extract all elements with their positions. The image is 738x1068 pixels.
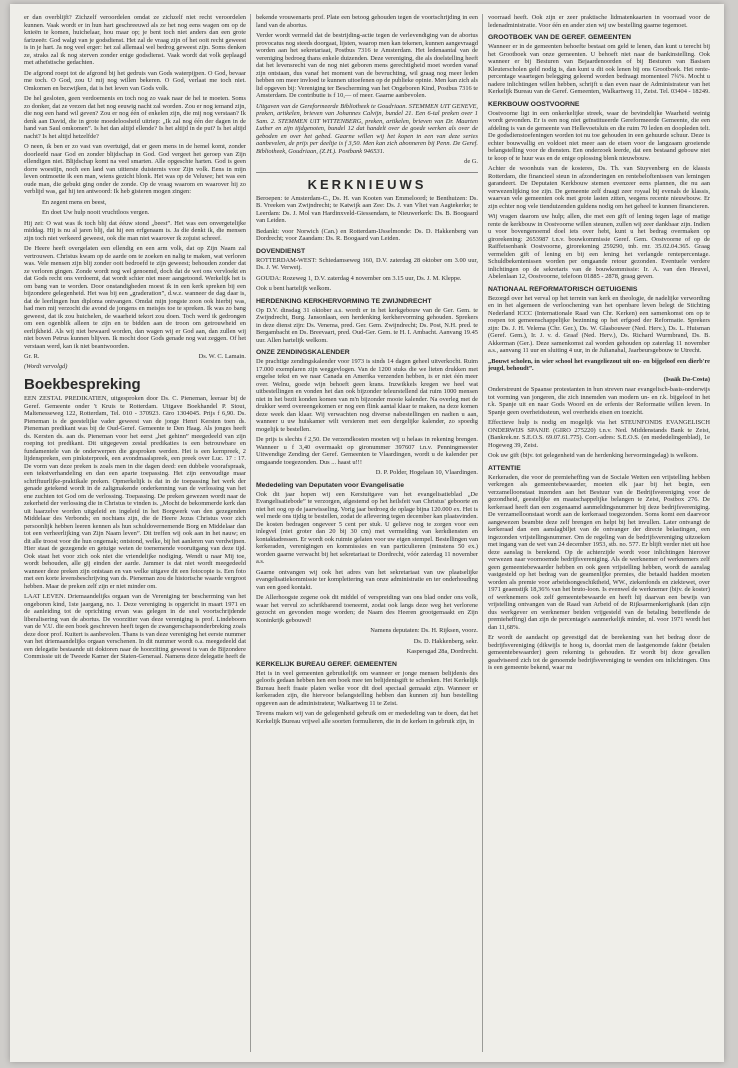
newspaper-page [10,4,724,1062]
signature-row [24,353,246,361]
uitgaven-paragraph: Uitgaven van de Gereformeerde Bibliotheek te Goudriaan. STEMMEN UIT GENEVE, preken, artikelen, brieven van Johannes Calvijn, bundel 21. Een 6-tal preken over 1 Sam. 2. STEMMEN UIT WITTENBERG, preken, artikelen, brieven van Dr. Maarten Luther en zijn tijdgenoten, bundel 12 dat handelt over de goede werken als over de geboden en over het gebed. Gaarne willen wij het kopen in een van deze series aanbevelen, de prijs per deeltje is f 3,50. Men kan zich abonneren bij Penn. De Geref. Bibliotheek, Goudriaan, (Z.H.). Postbank 946531. [256,102,478,155]
section-title-kerknieuws: KERKNIEUWS [256,172,478,192]
column-2 [256,14,478,1052]
review-paragraph: EEN ZESTAL PREDIKATIEN, uitgesproken door Ds. C. Pieneman, leeraar bij de Geref. Gemeente onder 't Kruis te Rotterdam. Uitgave Boekhandel P. Stout, Maltenesseweg 122, Rotterdam, Tel. 010 - 370923. Giro 1304045. Prijs f 6,90. Ds. Pieneman is de geestelijke vader geweest van de jonge Henri Kersten toen ds. Pieneman predikant was bij de Oud-Geref. Gemeente te Den Haag. Als jonges heeft ds. Kersten ds. aan ds. Pieneman voor het eerst „het gehinn” meegedeeld van zijn roeping tot predikant. Dit uitgegeven zestal predikaties is een betrouwbare en fundamentele van de onderwerpen die gesproken werden. Het is een kernpreek, 2 lijdenspreken, een pinksterpreek, een avondmaalspreek, een preek over Luc. 17 : 17. De vorm van deze preken is zoals men in die dagen deed: een dubbele voorafspraak, een tekstverhandeling en dan een aparte toepassing. Het zijn eenvoudige maar schriftuurlijke-praktikale preken. Opmerkelijk is dat in de toepassing het werk der genade getekend wordt in de zaligmakende onderkenning van de verlossing van het ene zuchten tot God om de verlossing. Toepassing. De preken gewezen wordt naar de zekerheid der verlossing die in Christus te vinden is. „Mocht de bekommerde kerk dan uit haarzelve worden uitgeleid en ingeleid in het Borgwerk van den gezegenden Middelaar des Verbonds; en nochtans zijn, die de Heere Jezus Christus voor zich persoonlijk hebben leeren kennen als hun schuldovernemende Borg en Middelaar dan tot een verheerlijking van Zijn Naam leven”. Dit treffen wij ook aan in het nauw; en dit alle troost voor die hun ongemak; ontstond, welke, bij het aanleren van verdwijnen. Hier staat de gezegende en getuige weten de toenemende vooruitgang van deze tijd. Ook staat het voor zich ook niet die vriendelijke nodiging. Wendt u naar Mij toe, wordt behouden, alle gij einden der aarde. Jammer is dat niet wordt meegedeeld wanneer deze preken zijn ontstaan en van welke uitgave dit een fotocopie is. Een foto met een korte levensbeschrijving van ds. Pieneman zou de historische waarde vergroot hebben. Maar de preken zelf zijn er niet minder om. [24,395,246,590]
continued-note: (Wordt vervolgd) [24,362,68,370]
heading-attentie: ATTENTIE [488,464,521,472]
dovendienst-paragraph: Ook u bent hartelijk welkom. [256,285,332,292]
zending-paragraph: De prijs is slechts f 2,50. De verzendkosten moeten wij u helaas in rekening brengen. Wanneer u f 3,40 overmaakt op gironummer 397607 t.n.v. Penningmeester Uitwendige Zending der Geref. Gemeenten te Vlaardingen, wordt u de kalender per omgaande toegezonden. Dus ... haast u!!! [256,436,478,466]
evangelisatie-paragraph: Gaarne ontvangen wij ook het adres van het sekretariaat van uw plaatselijke evangelisatiekommissie ter komplettering van onze administratie en ter onderhouding van een goed kontakt. [256,568,478,591]
uitgaven-signature: de G. [464,158,478,165]
signature-left: Gr. R. [24,353,40,360]
evangelisatie-signature: Namens deputaten: Ds. H. Rijksen, voorz. [370,627,478,634]
dovendienst-paragraph: GOUDA: Rozeweg 1, D.V. zaterdag 4 november om 3.15 uur, Ds. J. M. Kleppe. [256,274,462,282]
spanje-paragraph: Onderstreunt de Spaanse protestanten in hun streven naar evangelisch-basis-onderwijs tot vorming van jongeren, die zich innemden van modern un- en r.k. bijgeloof in het r.k. Spanje uit en naar Gods Woord en de erfenis der Reformatie willen leven. In Spanje geen overheidssteun, wel overheids eisen en toezicht. [488,386,710,416]
attentie-paragraph: Kerkeraden, die voor de premieheffing van de Sociale Wetten een vrijstelling hebben verkregen als gemeentebewaarder, moeten elk jaar bij het begin, een verzamelloonstaat inzenden aan het Bestuur van de Bedrijfsvereniging voor de gezondheid, geestelijke en maatschappelijke belangen te Zeist, Postbox 276. De kerkeraad heeft dan een zogenaamd aanmeldingsnummer bij deze bedrijfsvereniging. De verzamelloonstaat wordt aan de kerkeraad toegezonden. Soms komt een daarvoor aangewezen beambte deze zelf brengen en helpt bij het invullen. Later ontvangt de kerkeraad dan een aanslagbiljet van de ontvanger der directe belastingen, een ingezonden vrijstellingsnummer. Om de regeling van de bedrijfsvereniging uitzoeken met ingang van de wet van 24 december 1953, stb. no. 577. Er blijft verder niet uit hoe deze aanslag is berekend. Op de achterzijde wordt voor inlichtingen hierover verwezen naar voornoemde bedrijfsvereniging. Als de werknemer of werknemers zelf geen gemeentebewaarder hebben en ook geen vrijstelling hebben, wordt de aanslag vastgesteld op het bedrag van de geamenlijke premies, die betaald hadden moeten worden als premie voor arbeidsongeschiktheid, WW., ziekenfonds en ziektewet, over 1971 geaenstijk 18,36% van het bruto-loon. Is evenwel de werknemer (bijv. de koster) of werknemers ook zelf gemeentebewaarde en heeft hij daarvan een bewijs van vrijstelling ontvangen van de Raad van Arbeid of de Rijksarmenkerigbank (dan zijn dus werkgever en werknemer beiden vrijgesteld van de betaling betreffende de premieheffing) dan zijn de percentage's aanmerkelijk minder, nl. voor 1971 wordt het dan 11,68%. [488,473,710,631]
attentie-paragraph: Er wordt de aandacht op gevestigd dat de berekening van het bedrag door de bedrijfsvereniging (dikwijls te hoog is, doordat men de lastgenomde fakinr (betalen gemeentebewaarder) geen rekening is gehouden. Er wordt bij deze gevallen geadviseerd zich tot de genoemde bedrijfsvereniging te wenden om inlichtingen. Ons is een gemeente bekend, waar nu [488,634,710,671]
heading-kerkelijk-bureau: KERKELIJK BUREAU GEREF. GEMEENTEN [256,660,397,668]
poem-line: En doet Uw hulp nooit vruchtloos vergen. [42,209,150,216]
article-paragraph: er dan overblijft? Zichzelf veroordelen omdat ze zichzelf niet recht veroordelen kunnen. Vaak wordt er in hun hart geschreeuwd als ze het nog eens wagen om op de knieën te komen, huichelaar, hou maar op; je bent toch niet anders dan een grote farizeeër. God walgt van je godsdienst. Het zal de vraag zijn of het ooit recht geweest is in je hart. Ja nog veel erger: het zal allemaal wel bedrog geweest zijn. Soms denken ze, straks zal ik nog sterven zonder enige godsdienst. Vaak wordt dat volk geplaagd met atheïstische gedachten. [24,14,246,66]
article-paragraph: bekende vrouwenarts prof. Plate een betoog gehouden tegen de voortschrijding in een land van de abortus. [256,14,478,29]
article-paragraph: De afgrond roept tot de afgrond bij het gedruis van Gods waterpijpen. O God, bevaar me toch. O God, zou U mij nog willen bekeren. O God, verlaat me toch niet. Omkomen en bezwijken, dat is het leven van Gods volk. [24,69,246,92]
heading-evangelisatie: Mededeling van Deputaten voor Evangelisatie [256,481,405,489]
column-1 [24,14,246,1052]
heading-herdenking: HERDENKING KERKHERVORMING TE ZWIJNDRECHT [256,297,432,305]
spanje-paragraph: Effectieve hulp is nodig en mogelijk via het STEUNFONDS EVANGELISCH ONDERWIJS SPANJE (GIRO 275220) t.n.v. Ned. Middenstands Bank te Zeist, (Bankrek.nr. S.E.O.S. 69.07.61.775). Corr.-adres: S.E.O.S. (en mededelingenblad), 1e Hogeweg 39, Zeist. [488,419,710,449]
getuigenis-paragraph: Bezorgd over het verval op het terrein van kerk en theologie, de nadelijke verwording en in het algemeen de verloochening van het openbare leven belegt de Stichting Nederland ICCC (Internationale Raad van Chr. Kerken) een samenkomst om op te roepen tot gemeenschappelijke bezinning op het erfgoed der Reformatie. Sprekers zijn: Ds. J. H. Velema (Chr. Ger.), Ds. W. Glasbouwer (Ned. Herv.), Ds. L. Huisman (Geref. Gem.), Ir. J. v. d. Graaf (Ned. Herv.), Ds. Richard Wurmbrand, Ds. B. Akkerman (Ger.). Deze samenkomst zal worden gehouden op zaterdag 11 november a.s., aanvang 11 uur en sluiting 4 uur, in de Julianahal, Jaarbeursgebouw te Utrecht. [488,294,710,354]
zending-paragraph: De prachtige zendingskalender voor 1973 is sinds 14 dagen geheel uitverkocht. Ruim 17.000 exemplaren zijn weggevlogen. Van de 1200 stuks die we lieten drukken met engelse tekst en we naar Canada en Amerika verzenden hebben, is er niet één meer over. Welnu, goede wijn behoeft geen krans. Inzwikkels kregen we heel wat uitbestellingen en vonden het dan ook bijzonder teleurstellend dat ruim 1000 mensen niet in het bezit konden komen van m'n bijzonder mooie kalender. Na overleg met de drukker werd overeengekomen er nog een flink aantal klaar te maken, na deze komen deze week dan klaar. Wij verwachten nog diverse nabestellingen en nadien u aan, wanneer u uw huiskamer wilt versieren met een dergelijke kalender, zo spoedig mogelijk te bestellen. [256,358,478,433]
quote-bold: „Bouwt scholen, in wier school het evangeliezout uit on- en bijgeloof een dierb're jeugd, behoudt”. [488,357,710,372]
heading-zendingskalender: ONZE ZENDINGSKALENDER [256,349,350,356]
grootboek-paragraph: Wanneer er in de gemeenten behoefte bestaat om geld te lenen, dan kunt u terecht bij het Grootboek van onze gemeenten. U behoeft niet naar de bankinstelling. Ook wanneer er bij Besturen van Bejaardenoorden of bij Besturen van Basisen Kleuterscholen geld nodig is, dan kunt u dit ook lenen bij ons Grootboek. Het rente-percentage waartegen belegging geleend worden bedraagt momenteel 7¾%. Mocht u nadere inlichtingen willen hebben, schrijft u dan even naar de Administrateur van het Kerkelijk Bureau van de Geref. Gemeenten, Walkartweg 11, Zeist. Tel. 03404 - 18249. [488,43,710,95]
zending-signature: D. P. Polder, Hogelaan 10, Vlaardingen. [375,469,478,476]
bureau-paragraph: Het is in veel gemeenten gebruikelijk om wanneer er jonge mensen belijdenis des geloofs gedaan hebben hen een boek mee ten belijdenisgift te schenken. Het Kerkelijk Bureau heeft fraaie platen welke voor dit doel speciaal gemaakt zijn. Wanneer er kerkeraden zijn, die hiervoor belangstelling hebben dan kunnen zij hun bestelling opgeven aan de administrateur, Walkartweg 11 te Zeist. [256,669,478,707]
poem-line: En zegent mens en beest, [42,198,107,206]
evangelisatie-signature: Ds. D. Hakkenberg, sekr. [413,637,478,645]
oostvoorne-paragraph: Wij vragen daarom uw hulp; allen, die met een gift of lening tegen lage of matige rente de kerkbouw in Oostvoorne willen steunen, zullen wij zeer dankbaar zijn. Indien u voor bovengenoemd doel iets over hebt, kunt u het bedrag overmaken op girorekening: 2653987 t.n.v. bouwkommissie Geref. Gem. Oostvoorne of op de Raiffeisenbank Oostvoorne, girorekening 259290, tnb. rnr. 35.02.04.365. Graag vermelden gift of lening en bij een lening het verlangde rentepercentage. Schuldbekentenissen worden per omgaande retour gezonden. Eventuele verdere inlichtingen op de sekretaris van de bouwkommissie: Ir. A. van den Heuvel, Abelenlaan 12, Oostvoorne, telefoon 01885 - 2878, graag geven. [488,213,710,280]
article-paragraph: voorraad heeft. Ook zijn er zeer praktische lidmatenkaarten in voorraad voor de ledenadministratie. Voor één en ander zien wij uw bestelling gaarne tegemoet. [488,14,710,29]
section-title-boekbespreking: Boekbespreking [24,376,141,393]
bureau-paragraph: Tevens maken wij van de gelegenheid gebruik om er mededeling van te doen, dat het Kerkelijk Bureau vrijwel alle soorten formulieren, die in de kerken in gebruik zijn, in [256,710,478,725]
column-divider [482,14,483,1052]
review-paragraph: LAAT LEVEN. Driemaandelijks orgaan van de Vereniging ter bescherming van het ongeboren kind, 1ste jaargang, no. 1. Deze vereniging is opgericht in maart 1971 en de aanleiding tot de oprichting ervan was gelegen in de snel voortschrijdende liberalisering van de abortus. De voorzitter van deze vereniging is prof. Lindeboom van de V.U. die een boek geschreven heeft tegen de zwangerschapsonderbreking zoals deze door prof. Kuitert is aanbevolen. Thans is van deze vereniging het eerste nummer van het driemaandelijks orgaan verschenen. In dit nummer wordt o.a. meegedeeld dat een delegatie bestaande uit doktoren naar de hoorzitting geweest is van de Bijzondere Commissie uit de Tweede Kamer der Staten-Generaal. Namens deze delegatie heeft de [24,593,246,660]
evangelisatie-signature: Kaspersgad 28a, Dordrecht. [406,648,478,655]
oostvoorne-paragraph: Oostvoorne ligt in een onkerkelijke streek, waar de bevindelijke Waarheid weinig wordt gevonden. Er is een nog niet geïnstitueerde Gereformeerde Gemeente, die een afdeling is van de gemeente van Hellevoetsluis en die ruim 70 leden en doopleden telt. De godsdienstoefeningen worden tot nu toe gehouden in een gehuurde schuur. Deze is echter bouwvallig en voldoet niet meer aan de eisen voor de langzaam groeiende belangstelling voor de diensten. Een onderzoek leerde, dat een bestaand gebouw niet te koop of te huur was en de enige oplossing blenk nieuwbouw. [488,109,710,162]
author-signature: Ds. W. C. Lamain. [198,353,246,360]
article-paragraph: Hij zei: O wat was ik toch blij dat ééuw stond „beest”. Het was een onvergetelijke middag. Hij is nu al jaren blij, dat hij een erfgenaam is. Ja die denkt ik, die mensen zijn toch niet verkeerd geweest, ook die man niet waarover ik zojuist schreef. [24,219,246,242]
column-3 [488,14,710,1052]
evangelisatie-paragraph: Ook dit jaar hopen wij een Kerstuitgave van het evangelisatieblad „De Evangelisatiebode” te verzorgen, afgestemd op het heilsfeit van Christus' geboorte en niet het oog op de jaarwisseling. Vorig jaar bedroeg de oplage bijna 120.000 ex. Het is wel mede ons tijdig te bestellen, zodat de aflevering tegen december kan plaatsvinden. De kosten bedragen ongeveer 5 cent per stuk. U gelieve nog te zorgen voor een inlegvel (niet groter dan 20 bij 30 cm) met vermelding van kerkdiensten en kontaktadressen. Er wordt ook ruimte gelaten voor uw eigen stempel. Bestellingen van kerkeraden, verenigingen en kommissies en van particulieren (minstens 50 ex.) worden gaarne verwacht bij het sekretariaat te Dordrecht, vóór zaterdag 11 november a.s. [256,490,478,565]
dovendienst-paragraph: ROTTERDAM-WEST: Schiedamseweg 160, D.V. zaterdag 28 oktober om 3.00 uur, Ds. J. W. Verweij. [256,256,478,271]
herdenking-paragraph: Op D.V. dinsdag 31 oktober a.s. wordt er in het kerkgebouw van de Ger. Gem. te Zwijndrecht, Burg. Jansonlaan, een herdenking kerkhervorming gehouden. Sprekers in deze dienst zijn: Ds. Venema, pred. Ger. Gem. Zwijndrecht; Ds. Post, N.H. pred. te Bergambacht en Ds. Breevaart, pred. Oud-Ger. Gem. te H. I. Ambacht. Aanvang 19.45 uur. Allen hartelijk welkom. [256,306,478,344]
article-paragraph: Verder wordt vermeld dat de bestrijding-actie tegen de verlevendiging van de abortus provocatus nog steeds doorgaat, lijsten, waarop men kan tekenen, kunnen aangevraagd worden aan het sekretariaat, Postbus 7316 te Amsterdam. Het ledenaantal van de vereniging bedroeg thans enkele duizenden. Deze vereniging, die als doelstelling heeft dat het levensrecht van de nog niet geboren mens gerechtigheid moet worden vanaf zijn ontstaan, dus vanaf het moment van de bevruchting, wil graag nog meer leden hebben om meer invloed te kunnen uitoefenen op de publieke opinie. Men kan zich als lid opgeven bij: Vereniging ter Bescherming van het Ongeboren Kind, Postbus 7316 te Amsterdam. De contributie is f 10,— of meer. Gaarne aanbevolen. [256,32,478,99]
article-paragraph: De hel gesloten, geen verdoemenis en toch nog zo vaak naar de hel te moeten. Soms zo donker, dat ze vrezen dat het nog eeuwig nacht zal worden. Zou er nog iemand zijn, die nog een hand wil geven? Zou er nog één of enkelen zijn, die mij nog verstaan? Ik denk aan David, die in grote moedeloosheid uitriep: „Ik zal nog één der dagen in de hand van Saul omkomen”. Is het dan altijd ellende? Is het altijd in de put? Is het altijd nacht? Is het altijd hetzelfde? [24,95,246,140]
oostvoorne-paragraph: Achter de woonhuis van de kosteres, Ds. Th. van Stuyvenberg en de klassis Rotterdam, die financieel steun in afzonderingen en rentebeloftenissen van lemingen garandeert. De Deputaten Kerkbouw stemen evenzeer eens plannen, die nu aan verwezenlijking toe zijn. De gemeente zelf draagt zeer royaal bij evenals de klassis, waarvan vele gemeenten ook met grote lasten zitten, wegens recente nieuwbouw. Er zijn echter nog vele tienduizenden guldens nodig om het geheel te kunnen financieren. [488,165,710,210]
heading-grootboek: GROOTBOEK VAN DE GEREF. GEMEENTEN [488,34,631,41]
column-divider [250,14,251,1052]
quote-source: (Isaäk Da-Costa) [663,375,710,383]
kerknieuws-paragraph: Bedankt: voor Norwich (Can.) en Rotterdam-IJsselmonde: Ds. D. Hakkenberg van Dordrecht; voor Zaandam: Ds. R. Boogaard van Leiden. [256,227,478,242]
evangelisatie-paragraph: De Allerhoogste zegene ook dit middel of verspreiding van ons blad onder ons volk, waar het vervul zo schrikbarend toeneemt, zodat ook langs deze weg het verlorene gezocht en gevonden moge worden; de Naam des Heeren grootgemaakt en Zijn Koninkrijk gebouwd! [256,594,478,624]
heading-reformatorisch-getuigenis: NATIONAAL REFORMATORISCH GETUIGENIS [488,285,638,293]
article-paragraph: O neen, ik ben er zo vast van overtuigd, dat er geen mens in de hemel komt, zonder doorleefd naar God en zonder blijdschap in God. God vergeet het geroep van Zijn ellendigen niet. Blijdschap komt na veel smarten. Alle opgeschte harten. God is geen dorre woestijn, noch een land van uitterste duisternis voor Zijn volk. Eens in mijn leven ontmoette ik een man, wiens gezicht blonk. Het was op de Veluwe; het was een oude man, die gebukt ging onder de zonde. Op de vraag waarom en waarover hij zo verblijd was, gaf hij ten antwoord: Ik heb gisteren mogen zingen: [24,143,246,195]
heading-dovendienst: DOVENDIENST [256,247,306,255]
article-paragraph: De Heere heeft overgelaten een ellendig en een arm volk, dat op Zijn Naam zal vertrouwen. Christus kwam op de aarde om te zoeken en nalig te maken, wat verloren was. Vele mensen zijn blij zonder ooit bedroefd te zijn geweest; behouden zonder dat ze verloren gingen. Zonde wordt nog wel genoemd, doch dat de wet ons vervloekt en dat Gods recht ons verdoemt, dat wordt schier niet meer aangetoond. Werkelijk het is om bang van te worden. Door onstandigheden moest ik in een kerk spreken bij een bijzondere gelegenheid. Het was bij een „graderation”, d.w.z. wanneer de dag daar is, dat de leerlingen hun diploma ontvangen. Omdat mijn jongste zoon ook hierbij was, had men mij verzocht die avond de jongens en meisjes toe te spreken. Ik was zo bang geweest, dat ik zou huichelen, de waarheid tekort zou doen. Toch werd ik gedrongen om een ogenblik alleen te zijn en te bidden aan de troon om getrouwheid en eerlijkheid. Als wij niet bewaard worden, dan wagen wij er God aan, dan zullen wij niet boven Petrus kunnen blijven. Ik mocht door Gods genade nog wat zeggen. Of het verstaan werd, kan ik niet beantwoorden. [24,245,246,350]
heading-kerkbouw-oostvoorne: KERKBOUW OOSTVOORNE [488,100,580,108]
kerknieuws-paragraph: Beroepen: te Amsterdam-C., Ds. H. van Kooten van Emmeloord; te Benthuizen: Ds. B. Vreeken van Zwijndrecht; te Katwijk aan Zee: Ds. J. van Vliet van Aagtekerke; te Leerdam: Ds. J. Mol van Hardinxveld-Giessendam, te Nieuwerkerk: Ds. B. Boogaard van Leiden. [256,194,478,224]
spanje-paragraph: Ook uw gift (bijv. tot gelegenheid van de herdenking hervormingsdag) is welkom. [488,452,699,459]
